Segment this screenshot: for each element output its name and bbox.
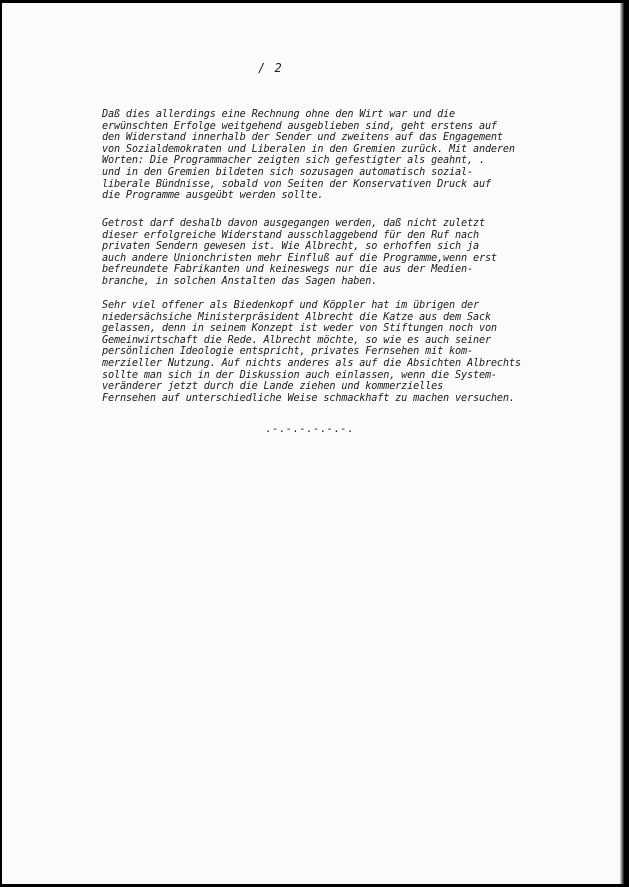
text-line: die Programme ausgeübt werden sollte. [102, 190, 324, 202]
text-line: dieser erfolgreiche Widerstand ausschlaggebend für den Ruf nach [102, 229, 479, 241]
text-line: persönlichen Ideologie entspricht, privates Fernsehen mit kom- [102, 346, 473, 358]
page-edge-shadow [620, 3, 624, 884]
text-line: Sehr viel offener als Biedenkopf und Köppler hat im übrigen der [102, 300, 479, 311]
text-line: Getrost darf deshalb davon ausgegangen werden, daß nicht zuletzt [102, 218, 485, 229]
text-line: Gemeinwirtschaft die Rede. Albrecht möchte, so wie es auch seiner [102, 334, 491, 346]
text-line: erwünschten Erfolge weitgehend ausgeblieben sind, geht erstens auf [102, 120, 497, 132]
text-line: sollte man sich in der Diskussion auch einlassen, wenn die System- [102, 369, 497, 381]
text-line: befreundete Fabrikanten und keineswegs nur die aus der Medien- [102, 264, 473, 276]
text-line: merzieller Nutzung. Auf nichts anderes als auf die Absichten Albrechts [102, 357, 521, 369]
text-line: Worten: Die Programmacher zeigten sich gefestigter als geahnt, . [102, 155, 485, 167]
section-separator: .-.-.-.-.-.-. [265, 423, 354, 435]
text-line: Daß dies allerdings eine Rechnung ohne den Wirt war und die [102, 109, 456, 120]
text-line: und in den Gremien bildeten sich sozusagen automatisch sozial- [102, 166, 473, 178]
text-line: liberale Bündnisse, sobald von Seiten der Konservativen Druck auf [102, 178, 491, 190]
paragraph-3 [102, 300, 602, 404]
paragraph-1 [102, 109, 602, 202]
text-line: niedersächsiche Ministerpräsident Albrecht die Katze aus dem Sack [102, 311, 491, 323]
document-page [2, 3, 624, 884]
paragraph-2 [102, 218, 602, 288]
page-number: / 2 [258, 61, 283, 75]
text-line: branche, in solchen Anstalten das Sagen haben. [102, 275, 378, 287]
text-line: von Sozialdemokraten und Liberalen in den Gremien zurück. Mit anderen [102, 143, 515, 155]
text-line: Fernsehen auf unterschiedliche Weise schmackhaft zu machen versuchen. [102, 392, 515, 404]
text-line: veränderer jetzt durch die Lande ziehen und kommerzielles [102, 381, 444, 393]
text-line: gelassen, denn in seinem Konzept ist weder von Stiftungen noch von [102, 323, 497, 335]
text-line: den Widerstand innerhalb der Sender und zweitens auf das Engagement [102, 132, 503, 144]
text-line: auch andere Unionchristen mehr Einfluß auf die Programme,wenn erst [102, 252, 497, 264]
text-line: privaten Sendern gewesen ist. Wie Albrecht, so erhoffen sich ja [102, 241, 479, 253]
